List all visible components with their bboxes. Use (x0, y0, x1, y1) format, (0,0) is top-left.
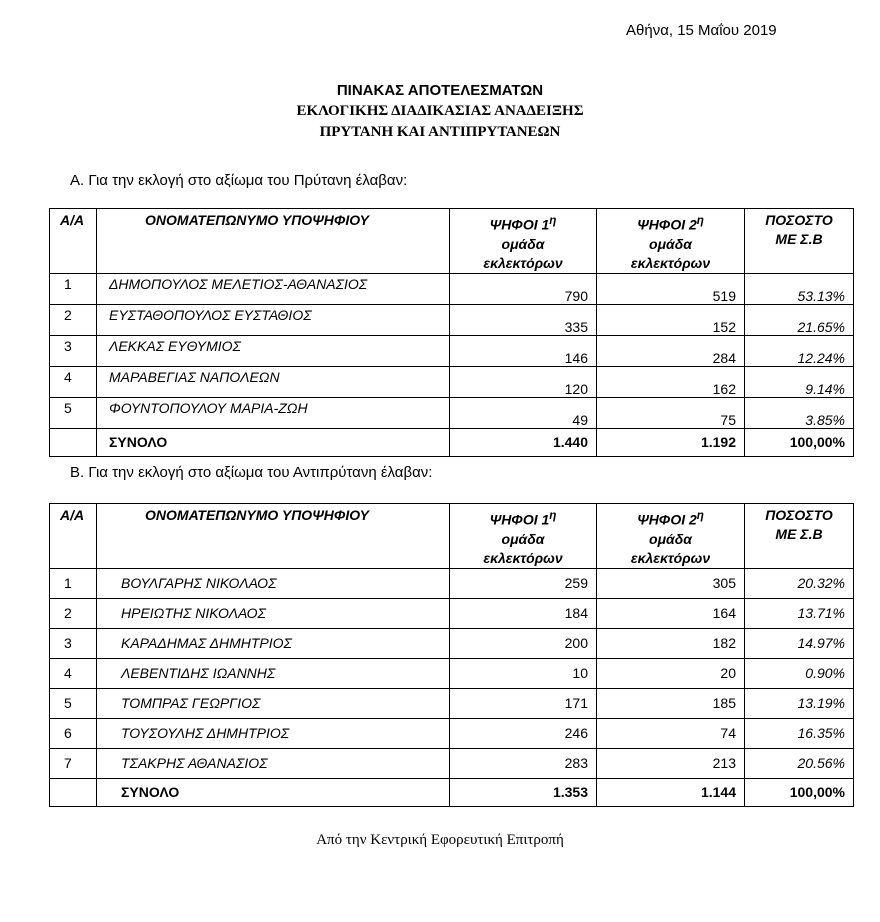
cell-percentage: 20.32% (745, 568, 854, 598)
cell-aa: 2 (50, 598, 97, 628)
title-line-3: ΠΡΥΤΑΝΗ ΚΑΙ ΑΝΤΙΠΡΥΤΑΝΕΩΝ (319, 124, 561, 140)
header-aa: Α/Α (50, 504, 97, 569)
header-aa: Α/Α (50, 209, 97, 274)
title-line-1: ΠΙΝΑΚΑΣ ΑΠΟΤΕΛΕΣΜΑΤΩΝ (336, 82, 544, 99)
total-percentage: 100,00% (745, 428, 854, 456)
committee-signature: Από την Κεντρική Εφορευτική Επιτροπή (316, 832, 564, 848)
cell-votes-2: 162 (597, 366, 745, 397)
header-votes-2: ΨΗΦΟΙ $2^\eta$ ομάδα εκλεκτόρων (597, 209, 745, 274)
table-row (50, 628, 854, 658)
cell-percentage: 20.56% (745, 748, 854, 778)
header-votes-1: ΨΗΦΟΙ $1^\eta$ ομάδα εκλεκτόρων (450, 504, 597, 569)
cell-percentage: 14.97% (745, 628, 854, 658)
cell-votes-1: 146 (450, 335, 597, 366)
cell-candidate-name: ΗΡΕΙΩΤΗΣ ΝΙΚΟΛΑΟΣ (97, 598, 450, 628)
total-votes-2: 1.144 (597, 778, 745, 806)
table-row (50, 335, 854, 366)
cell-candidate-name: ΛΕΒΕΝΤΙΔΗΣ ΙΩΑΝΝΗΣ (97, 658, 450, 688)
cell-percentage: 3.85% (745, 397, 854, 428)
table-row (50, 748, 854, 778)
total-label: ΣΥΝΟΛΟ (97, 428, 450, 456)
cell-aa: 7 (50, 748, 97, 778)
cell-votes-2: 182 (597, 628, 745, 658)
table-row (50, 366, 854, 397)
total-row (50, 778, 854, 806)
cell-aa: 1 (50, 273, 97, 304)
total-row (50, 428, 854, 456)
cell-votes-2: 305 (597, 568, 745, 598)
header-votes-2: ΨΗΦΟΙ $2^\eta$ ομάδα εκλεκτόρων (597, 504, 745, 569)
cell-candidate-name: ΒΟΥΛΓΑΡΗΣ ΝΙΚΟΛΑΟΣ (97, 568, 450, 598)
cell-candidate-name: ΦΟΥΝΤΟΠΟΥΛΟΥ ΜΑΡΙΑ-ΖΩΗ (97, 397, 450, 428)
total-label: ΣΥΝΟΛΟ (97, 778, 450, 806)
cell-votes-2: 20 (597, 658, 745, 688)
cell-votes-1: 790 (450, 273, 597, 304)
cell-votes-1: 335 (450, 304, 597, 335)
header-percentage: ΠΟΣΟΣΤΟ ΜΕ Σ.Β (745, 209, 854, 274)
cell-candidate-name: ΤΣΑΚΡΗΣ ΑΘΑΝΑΣΙΟΣ (97, 748, 450, 778)
table-row (50, 688, 854, 718)
header-name: ΟΝΟΜΑΤΕΠΩΝΥΜΟ ΥΠΟΨΗΦΙΟΥ (97, 209, 450, 274)
cell-votes-2: 75 (597, 397, 745, 428)
cell-percentage: 13.71% (745, 598, 854, 628)
cell-aa: 3 (50, 335, 97, 366)
cell-votes-2: 213 (597, 748, 745, 778)
cell-percentage: 16.35% (745, 718, 854, 748)
cell-percentage: 12.24% (745, 335, 854, 366)
header-votes-1: ΨΗΦΟΙ $1^\eta$ ομάδα εκλεκτόρων (450, 209, 597, 274)
cell-percentage: 13.19% (745, 688, 854, 718)
table-row (50, 273, 854, 304)
cell-votes-1: 200 (450, 628, 597, 658)
cell-percentage: 21.65% (745, 304, 854, 335)
rector-results-table (49, 208, 854, 457)
cell-candidate-name: ΚΑΡΑΔΗΜΑΣ ΔΗΜΗΤΡΙΟΣ (97, 628, 450, 658)
cell-votes-2: 284 (597, 335, 745, 366)
document-date: Αθήνα, 15 Μαΐου 2019 (626, 22, 777, 39)
total-votes-1: 1.353 (450, 778, 597, 806)
table-header-row (50, 504, 854, 569)
cell-votes-1: 184 (450, 598, 597, 628)
section-a-heading: Α. Για την εκλογή στο αξίωμα του Πρύτανη έλαβαν: (70, 172, 408, 189)
cell-aa: 2 (50, 304, 97, 335)
table-row (50, 658, 854, 688)
title-line-2: ΕΚΛΟΓΙΚΗΣ ΔΙΑΔΙΚΑΣΙΑΣ ΑΝΑΔΕΙΞΗΣ (296, 103, 584, 119)
cell-candidate-name: ΤΟΜΠΡΑΣ ΓΕΩΡΓΙΟΣ (97, 688, 450, 718)
total-percentage: 100,00% (745, 778, 854, 806)
cell-aa: 1 (50, 568, 97, 598)
table-header-row (50, 209, 854, 274)
cell-candidate-name: ΜΑΡΑΒΕΓΙΑΣ ΝΑΠΟΛΕΩΝ (97, 366, 450, 397)
cell-votes-1: 259 (450, 568, 597, 598)
header-percentage: ΠΟΣΟΣΤΟ ΜΕ Σ.Β (745, 504, 854, 569)
section-b-heading: Β. Για την εκλογή στο αξίωμα του Αντιπρύτανη έλαβαν: (70, 464, 433, 481)
table-row (50, 568, 854, 598)
cell-aa-empty (50, 778, 97, 806)
table-row (50, 397, 854, 428)
table-row (50, 304, 854, 335)
cell-candidate-name: ΕΥΣΤΑΘΟΠΟΥΛΟΣ ΕΥΣΤΑΘΙΟΣ (97, 304, 450, 335)
cell-candidate-name: ΤΟΥΣΟΥΛΗΣ ΔΗΜΗΤΡΙΟΣ (97, 718, 450, 748)
cell-votes-2: 185 (597, 688, 745, 718)
cell-candidate-name: ΛΕΚΚΑΣ ΕΥΘΥΜΙΟΣ (97, 335, 450, 366)
cell-votes-1: 49 (450, 397, 597, 428)
total-votes-1: 1.440 (450, 428, 597, 456)
cell-aa: 3 (50, 628, 97, 658)
cell-votes-2: 74 (597, 718, 745, 748)
total-votes-2: 1.192 (597, 428, 745, 456)
cell-aa: 4 (50, 658, 97, 688)
cell-candidate-name: ΔΗΜΟΠΟΥΛΟΣ ΜΕΛΕΤΙΟΣ-ΑΘΑΝΑΣΙΟΣ (97, 273, 450, 304)
cell-votes-1: 246 (450, 718, 597, 748)
cell-aa: 4 (50, 366, 97, 397)
table-row (50, 598, 854, 628)
cell-percentage: 9.14% (745, 366, 854, 397)
cell-votes-1: 171 (450, 688, 597, 718)
cell-aa: 6 (50, 718, 97, 748)
document-title (0, 80, 880, 143)
header-name: ΟΝΟΜΑΤΕΠΩΝΥΜΟ ΥΠΟΨΗΦΙΟΥ (97, 504, 450, 569)
cell-aa-empty (50, 428, 97, 456)
vice-rector-results-table (49, 503, 854, 807)
cell-votes-1: 120 (450, 366, 597, 397)
cell-votes-2: 164 (597, 598, 745, 628)
cell-votes-1: 283 (450, 748, 597, 778)
cell-votes-1: 10 (450, 658, 597, 688)
cell-aa: 5 (50, 397, 97, 428)
cell-percentage: 0.90% (745, 658, 854, 688)
table-row (50, 718, 854, 748)
cell-votes-2: 519 (597, 273, 745, 304)
cell-percentage: 53.13% (745, 273, 854, 304)
cell-aa: 5 (50, 688, 97, 718)
cell-votes-2: 152 (597, 304, 745, 335)
